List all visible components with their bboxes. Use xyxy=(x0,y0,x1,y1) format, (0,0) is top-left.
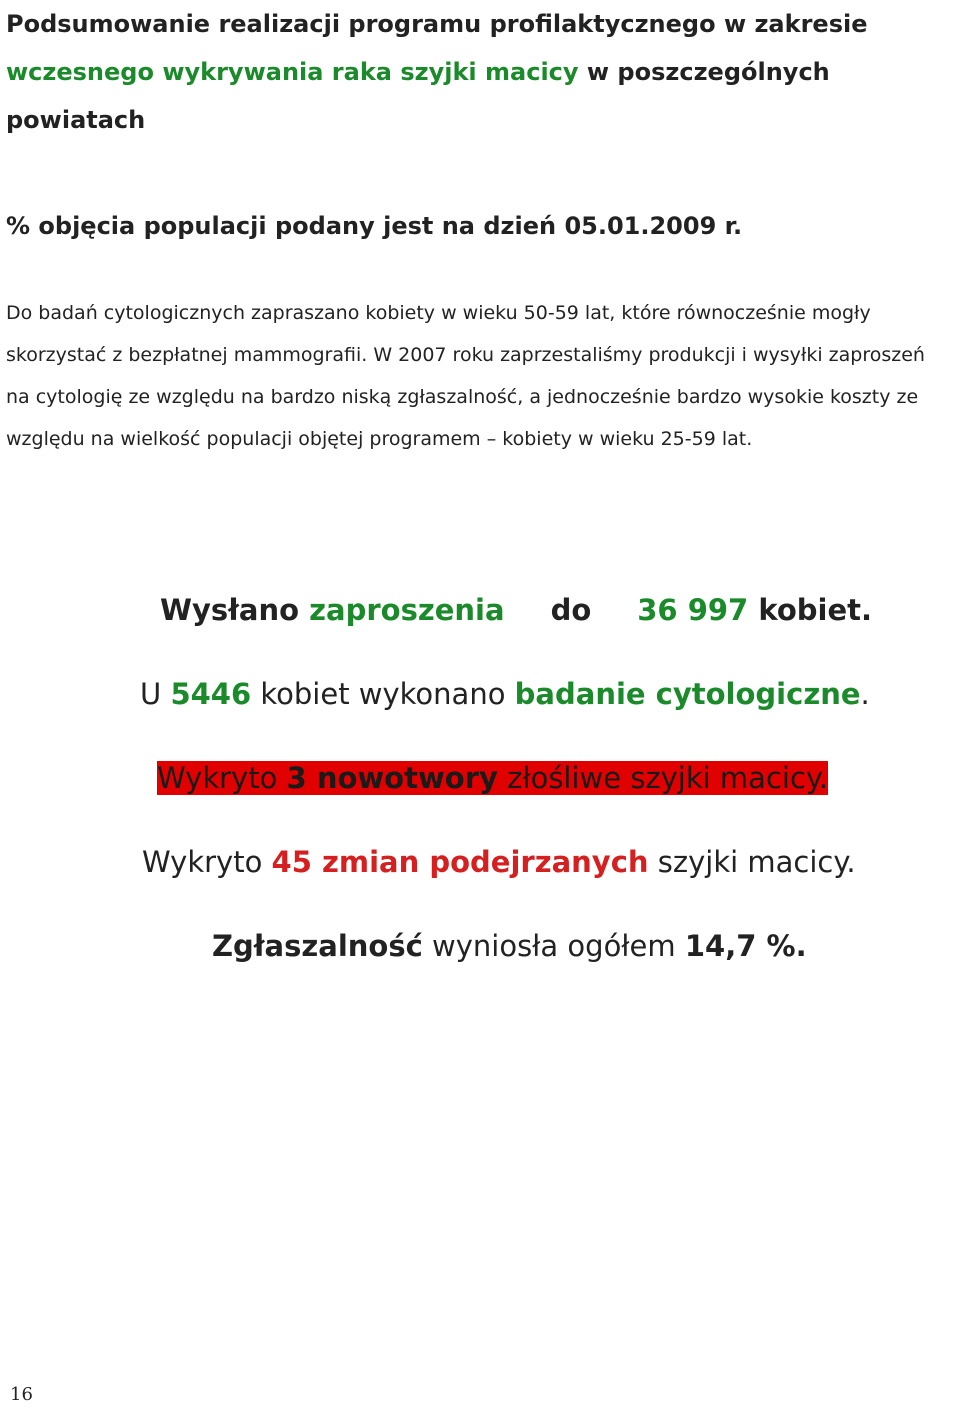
summary-invitations xyxy=(160,588,960,632)
body-paragraph: Do badań cytologicznych zapraszano kobiety w wieku 50-59 lat, które równocześnie mogły skorzystać z bezpłatnej mammografii. W 2007 roku zaprzestaliśmy produkcji i wysyłki zaproszeń na cytologię ze względu na bardzo niską zgłaszalność, a jednocześnie bardzo wysokie koszty ze względu na wielkość populacji objętej programem – kobiety w wieku 25-59 lat. xyxy=(6,302,925,450)
summary-text: kobiet. xyxy=(748,593,873,627)
coverage-date-note: % objęcia populacji podany jest na dzień 05.01.2009 r. xyxy=(6,212,743,240)
summary-text: . xyxy=(860,677,870,711)
summary-text: Wysłano xyxy=(160,593,310,627)
summary-count: 36 997 xyxy=(637,593,749,627)
summary-count: 14,7 %. xyxy=(684,929,807,963)
summary-cancers xyxy=(157,756,960,800)
summary-green-text: zaproszenia xyxy=(309,593,505,627)
summary-count: 5446 xyxy=(170,677,252,711)
summary-tests xyxy=(140,672,960,716)
summary-suspicious xyxy=(142,840,960,884)
summary-text: wyniosła ogółem xyxy=(422,929,685,963)
page-number: 16 xyxy=(10,1384,33,1405)
summary-text: złośliwe szyjki macicy. xyxy=(497,761,829,795)
summary-text: szyjki macicy. xyxy=(648,845,856,879)
page-title xyxy=(6,0,946,144)
summary-label: Zgłaszalność xyxy=(212,929,423,963)
summary-count: 45 zmian podejrzanych xyxy=(271,845,649,879)
highlighted-sentence xyxy=(157,761,828,795)
summary-text: do xyxy=(550,593,592,627)
summary-attendance xyxy=(212,924,960,968)
summary-text: U xyxy=(140,677,171,711)
summary-text: Wykryto xyxy=(142,845,272,879)
summary-count: 3 nowotwory xyxy=(286,761,498,795)
title-rest: w poszczególnych powiatach xyxy=(6,58,830,134)
title-highlight: wczesnego wykrywania raka szyjki macicy xyxy=(6,58,579,86)
summary-green-text: badanie cytologiczne xyxy=(514,677,861,711)
summary-text: Wykryto xyxy=(157,761,287,795)
title-line-1: Podsumowanie realizacji programu profilaktycznego w zakresie xyxy=(6,10,868,38)
title-line-2 xyxy=(6,48,946,144)
summary-text: kobiet wykonano xyxy=(251,677,515,711)
